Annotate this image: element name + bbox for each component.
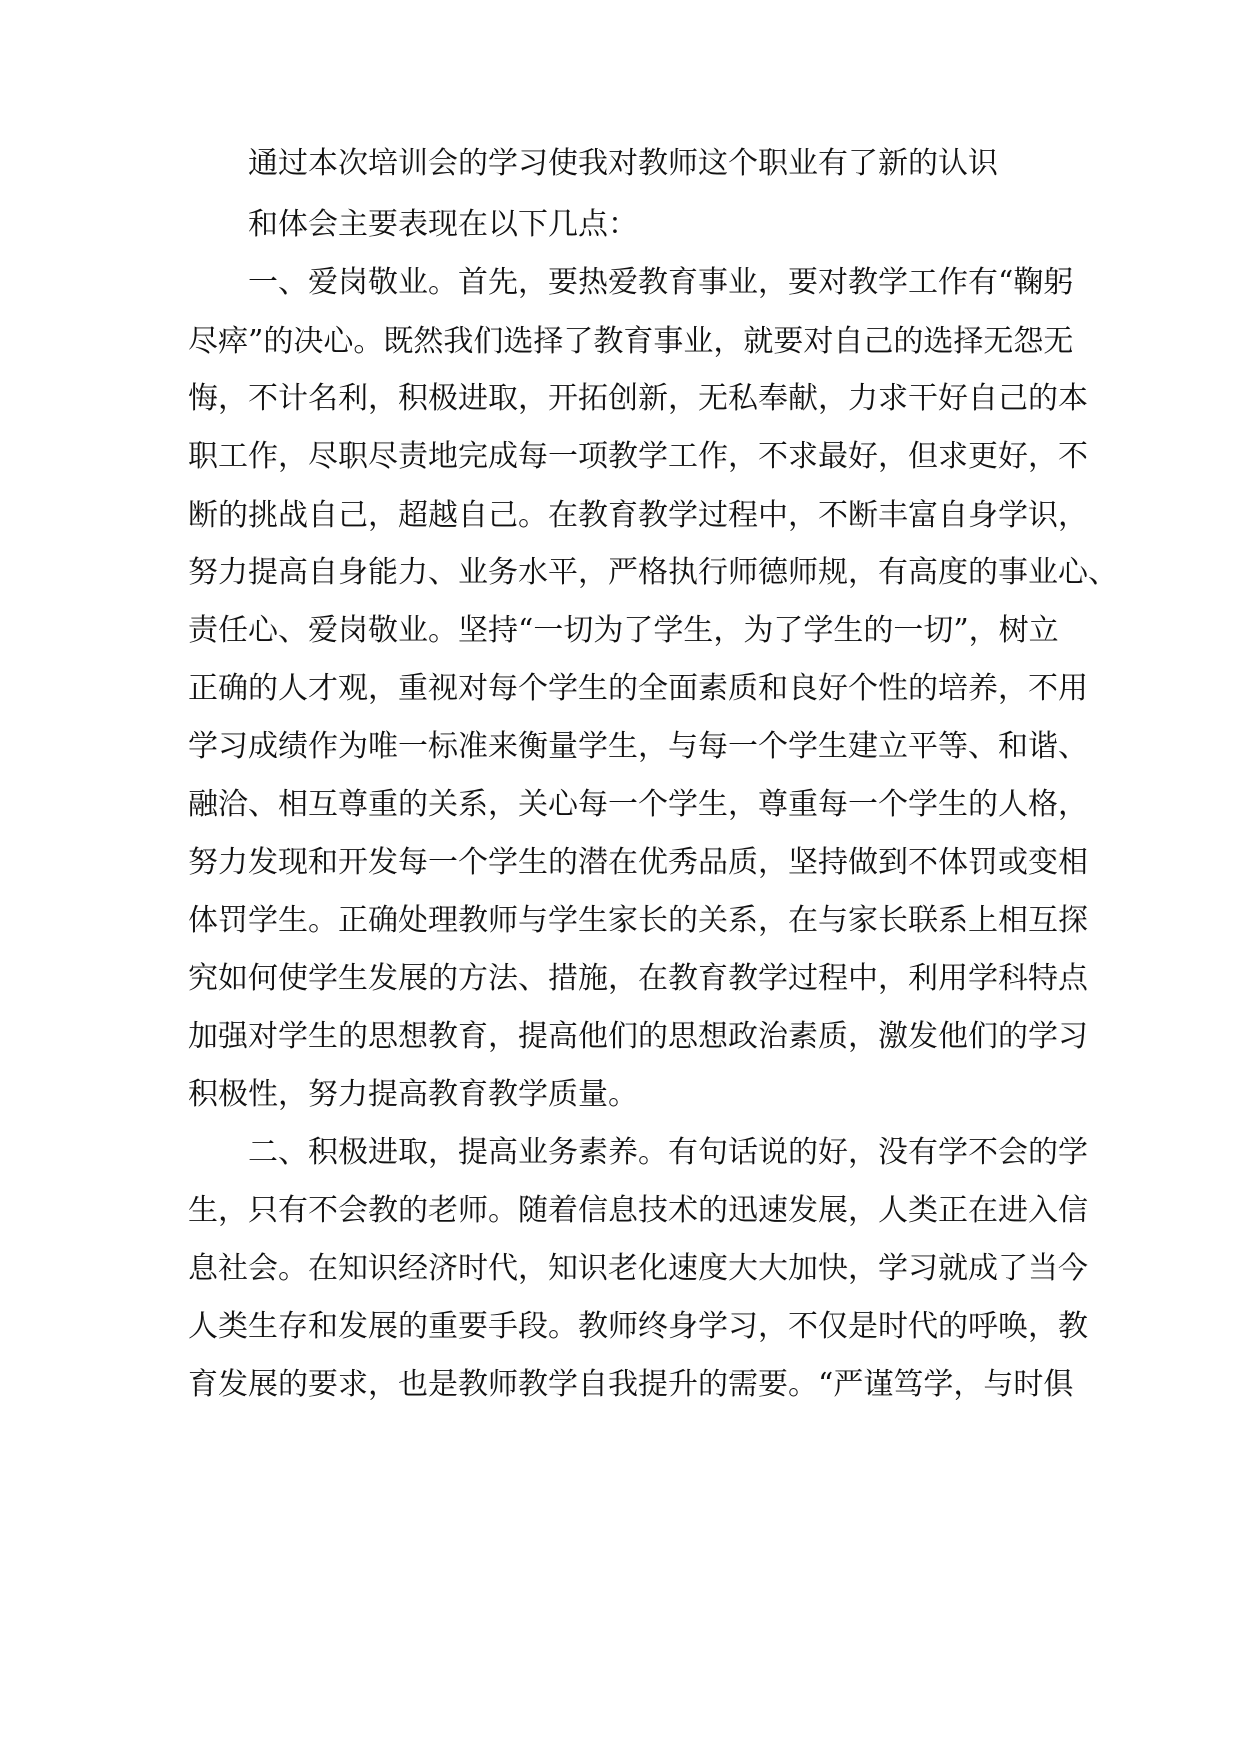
text-line-10: 正确的人才观，重视对每个学生的全面素质和良好个性的培养，不用 — [188, 671, 1088, 706]
text-line-5: 悔，不计名利，积极进取，开拓创新，无私奉献，力求干好自己的本 — [188, 381, 1088, 416]
text-line-14: 体罚学生。正确处理教师与学生家长的关系，在与家长联系上相互探 — [188, 903, 1088, 938]
text-line-21: 人类生存和发展的重要手段。教师终身学习，不仅是时代的呼唤，教 — [188, 1309, 1088, 1344]
text-line-11: 学习成绩作为唯一标准来衡量学生，与每一个学生建立平等、和谐、 — [188, 729, 1088, 764]
text-line-22: 育发展的要求，也是教师教学自我提升的需要。“严谨笃学，与时俱 — [188, 1367, 1074, 1402]
text-line-16: 加强对学生的思想教育，提高他们的思想政治素质，激发他们的学习 — [188, 1019, 1088, 1054]
text-line-4: 尽瘁”的决心。既然我们选择了教育事业，就要对自己的选择无怨无 — [188, 324, 1074, 359]
text-line-8: 努力提高自身能力、业务水平，严格执行师德师规，有高度的事业心、 — [188, 555, 1118, 590]
text-line-12: 融洽、相互尊重的关系，关心每一个学生，尊重每一个学生的人格， — [188, 787, 1088, 822]
text-line-13: 努力发现和开发每一个学生的潜在优秀品质，坚持做到不体罚或变相 — [188, 845, 1088, 880]
text-line-2: 和体会主要表现在以下几点： — [248, 207, 638, 242]
text-line-9: 责任心、爱岗敬业。坚持“一切为了学生，为了学生的一切”，树立 — [188, 613, 1059, 648]
paragraph-1-heading-line: 一、爱岗敬业。首先，要热爱教育事业，要对教学工作有“鞠躬 — [248, 265, 1074, 300]
text-line-7: 断的挑战自己，超越自己。在教育教学过程中，不断丰富自身学识， — [188, 498, 1088, 533]
text-line-15: 究如何使学生发展的方法、措施，在教育教学过程中，利用学科特点 — [188, 961, 1088, 996]
text-line-20: 息社会。在知识经济时代，知识老化速度大大加快，学习就成了当今 — [188, 1251, 1088, 1286]
text-line-1: 通过本次培训会的学习使我对教师这个职业有了新的认识 — [248, 146, 998, 181]
paragraph-2-heading-line: 二、积极进取，提高业务素养。有句话说的好，没有学不会的学 — [248, 1135, 1088, 1170]
text-line-19: 生，只有不会教的老师。随着信息技术的迅速发展，人类正在进入信 — [188, 1193, 1088, 1228]
text-line-6: 职工作，尽职尽责地完成每一项教学工作，不求最好，但求更好，不 — [188, 439, 1088, 474]
text-line-17: 积极性，努力提高教育教学质量。 — [188, 1077, 638, 1112]
